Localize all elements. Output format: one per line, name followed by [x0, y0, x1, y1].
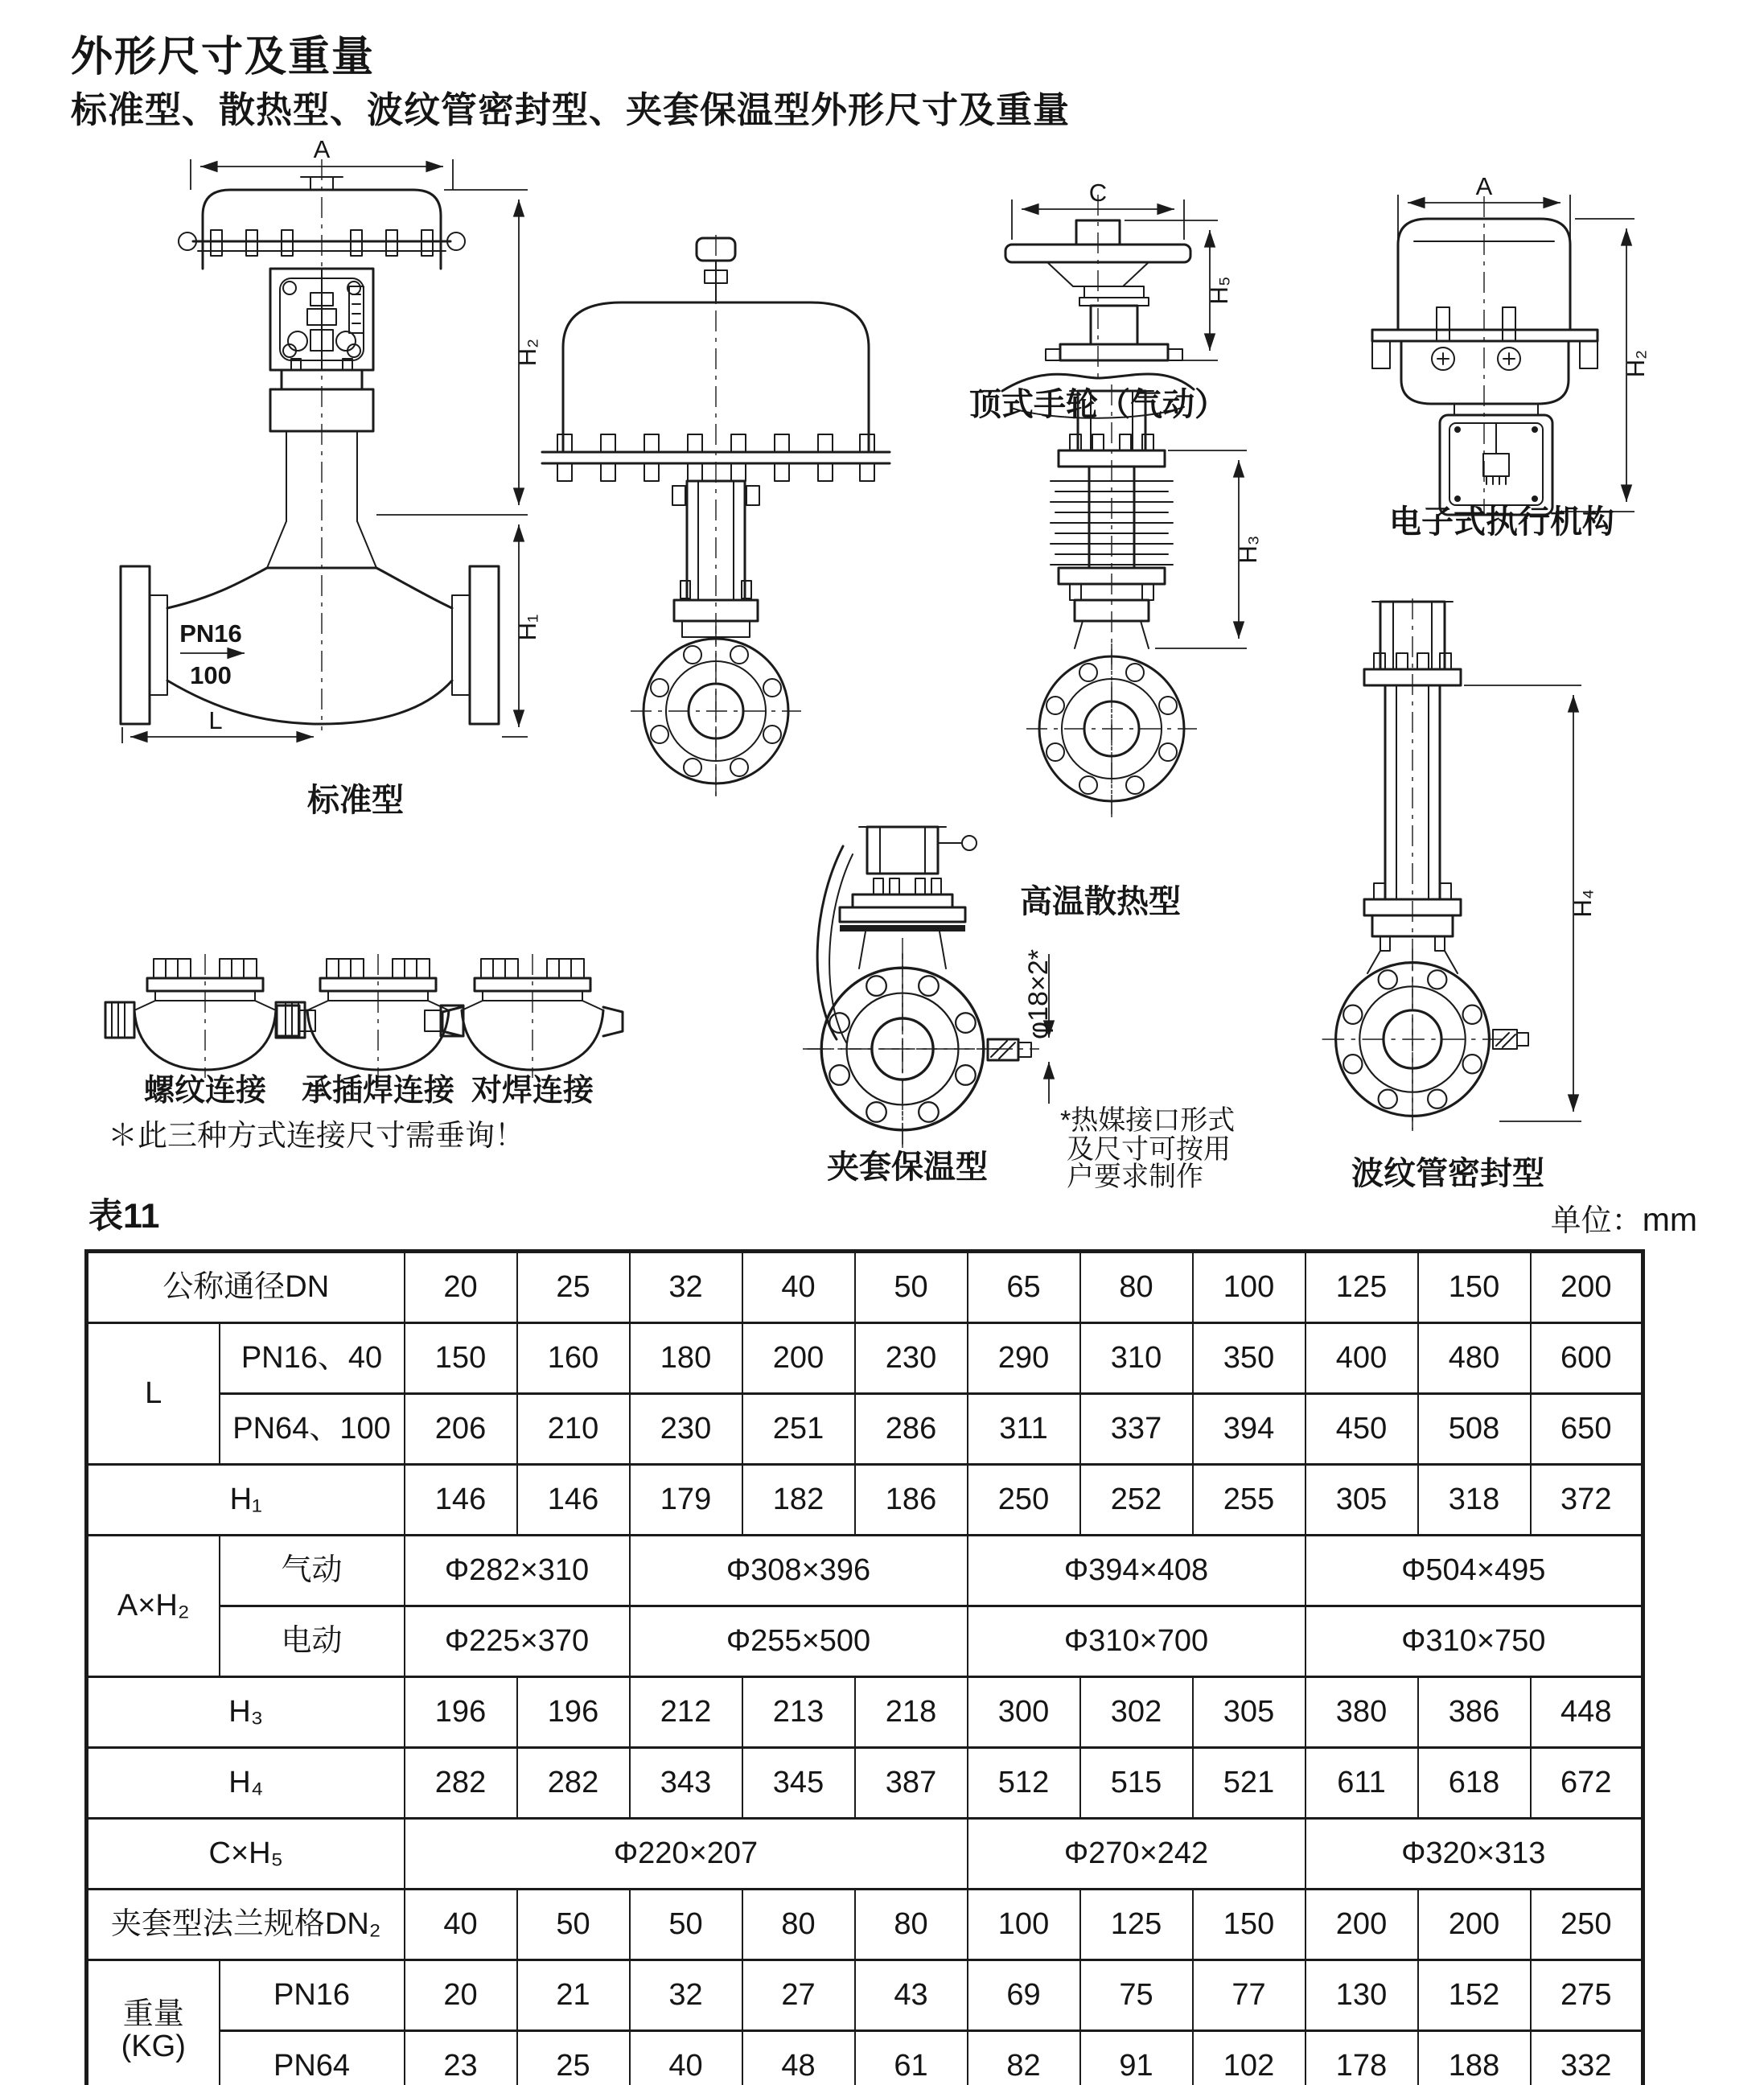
- weight-pn64-value: 25: [517, 2031, 630, 2085]
- h3-value: 218: [855, 1677, 968, 1748]
- threaded-connection-drawing: [105, 954, 305, 1078]
- top-handwheel-drawing: [1002, 179, 1233, 418]
- weight-pn16-value: 32: [630, 1960, 742, 2031]
- row-weight-pn64: [87, 2031, 1643, 2085]
- l-pn64-100-value: 650: [1531, 1394, 1643, 1465]
- dimension-table: [84, 1249, 1645, 2085]
- table-caption: 表11: [88, 1197, 160, 1236]
- weight-pn16-value: 275: [1531, 1960, 1643, 2031]
- dim-label-h5: H₅: [1205, 276, 1233, 305]
- jacket-note-line1: *热媒接口形式: [1060, 1105, 1236, 1136]
- h3-value: 212: [630, 1677, 742, 1748]
- dim-label-l: L: [208, 706, 223, 734]
- weight-pn16-value: 130: [1306, 1960, 1418, 2031]
- dim-label-h2-standard: H₂: [513, 338, 541, 367]
- dim-label-c: C: [1088, 179, 1108, 207]
- axh2-pneumatic-label: 气动: [220, 1536, 405, 1606]
- dim-label-h3: H₃: [1234, 535, 1262, 564]
- h4-value: 282: [517, 1748, 630, 1819]
- dn-value: 32: [630, 1252, 742, 1323]
- l-pn64-100-value: 450: [1306, 1394, 1418, 1465]
- row-axh2-pneumatic: [87, 1536, 1643, 1606]
- l-pn64-100-value: 251: [742, 1394, 855, 1465]
- jacket-note-line2: 及尺寸可按用: [1067, 1134, 1231, 1165]
- axh2-pneumatic-value: Φ282×310: [405, 1536, 630, 1606]
- caption-butt-weld: 对焊连接: [471, 1074, 594, 1108]
- l-pn16-40-value: 180: [630, 1323, 742, 1394]
- h4-value: 672: [1531, 1748, 1643, 1819]
- caption-electronic-actuator: 电子式执行机构: [1389, 504, 1614, 540]
- h1-value: 146: [405, 1465, 517, 1536]
- l-pn64-100-value: 508: [1418, 1394, 1531, 1465]
- row-h1: [87, 1465, 1643, 1536]
- jacketed-insulation-drawing: [803, 827, 1235, 1192]
- caption-threaded: 螺纹连接: [143, 1074, 267, 1108]
- page-subtitle: 标准型、散热型、波纹管密封型、夹套保温型外形尺寸及重量: [71, 89, 1071, 130]
- axh2-pneumatic-value: Φ394×408: [968, 1536, 1306, 1606]
- dim-label-a-actuator: A: [1475, 172, 1493, 200]
- valve-pn-marking: PN16: [179, 619, 242, 648]
- h3-label: H₃: [87, 1677, 405, 1748]
- weight-pn16-value: 43: [855, 1960, 968, 2031]
- caption-bellows: 波纹管密封型: [1351, 1156, 1544, 1191]
- h4-value: 618: [1418, 1748, 1531, 1819]
- h3-value: 196: [405, 1677, 517, 1748]
- h4-value: 515: [1080, 1748, 1193, 1819]
- standard-valve-front-view: [542, 235, 890, 798]
- dn2-value: 80: [855, 1890, 968, 1960]
- dn-value: 20: [405, 1252, 517, 1323]
- weight-pn16-value: 75: [1080, 1960, 1193, 2031]
- dn2-value: 150: [1193, 1890, 1306, 1960]
- weight-group-label: [87, 1960, 220, 2085]
- h1-label: H₁: [87, 1465, 405, 1536]
- dn-value: 100: [1193, 1252, 1306, 1323]
- l-pn16-40-value: 600: [1531, 1323, 1643, 1394]
- butt-weld-connection-drawing: [442, 954, 623, 1078]
- weight-pn64-value: 48: [742, 2031, 855, 2085]
- dn-value: 25: [517, 1252, 630, 1323]
- l-pn16-40-value: 160: [517, 1323, 630, 1394]
- h1-value: 252: [1080, 1465, 1193, 1536]
- l-pn16-40-value: 400: [1306, 1323, 1418, 1394]
- dn2-value: 200: [1306, 1890, 1418, 1960]
- h1-value: 372: [1531, 1465, 1643, 1536]
- l-pn16-40-value: 480: [1418, 1323, 1531, 1394]
- weight-pn16-label: PN16: [220, 1960, 405, 2031]
- row-dn2: [87, 1890, 1643, 1960]
- dn-value: 40: [742, 1252, 855, 1323]
- h3-value: 300: [968, 1677, 1080, 1748]
- dim-label-h2-actuator: H₂: [1622, 349, 1650, 378]
- valve-dn-marking: 100: [190, 661, 232, 689]
- h1-value: 182: [742, 1465, 855, 1536]
- weight-pn16-value: 20: [405, 1960, 517, 2031]
- weight-pn64-value: 61: [855, 2031, 968, 2085]
- dim-label-h4: H₄: [1569, 889, 1597, 918]
- axh2-group-label: A×H₂: [87, 1536, 220, 1677]
- l-pn16-40-value: 350: [1193, 1323, 1306, 1394]
- h4-value: 343: [630, 1748, 742, 1819]
- dn-value: 65: [968, 1252, 1080, 1323]
- dn2-value: 40: [405, 1890, 517, 1960]
- technical-drawings: [0, 105, 1764, 1247]
- electronic-actuator-drawing: [1372, 172, 1650, 515]
- h1-value: 255: [1193, 1465, 1306, 1536]
- h1-value: 318: [1418, 1465, 1531, 1536]
- h4-value: 387: [855, 1748, 968, 1819]
- row-h4: [87, 1748, 1643, 1819]
- l-pn16-40-value: 200: [742, 1323, 855, 1394]
- weight-pn16-value: 152: [1418, 1960, 1531, 2031]
- l-pn64-100-value: 286: [855, 1394, 968, 1465]
- dn-value: 150: [1418, 1252, 1531, 1323]
- l-pn64-100-value: 230: [630, 1394, 742, 1465]
- h4-value: 611: [1306, 1748, 1418, 1819]
- l-pn16-40-label: PN16、40: [220, 1323, 405, 1394]
- l-pn64-100-value: 210: [517, 1394, 630, 1465]
- caption-standard: 标准型: [307, 783, 404, 818]
- h1-value: 250: [968, 1465, 1080, 1536]
- l-pn16-40-value: 150: [405, 1323, 517, 1394]
- row-weight-pn16: [87, 1960, 1643, 2031]
- axh2-pneumatic-value: Φ504×495: [1306, 1536, 1643, 1606]
- three-connection-note: ＊此三种方式连接尺寸需垂询！: [108, 1119, 524, 1152]
- h1-value: 179: [630, 1465, 742, 1536]
- caption-heat-dissipation: 高温散热型: [1020, 884, 1181, 919]
- row-axh2-electric: [87, 1606, 1643, 1677]
- page-title: 外形尺寸及重量: [71, 34, 376, 80]
- h4-label: H₄: [87, 1748, 405, 1819]
- bellows-sealed-drawing: [1322, 598, 1597, 1131]
- dn2-value: 125: [1080, 1890, 1193, 1960]
- h3-value: 302: [1080, 1677, 1193, 1748]
- unit-note: [1472, 1195, 1697, 1240]
- l-pn64-100-value: 337: [1080, 1394, 1193, 1465]
- dn2-value: 80: [742, 1890, 855, 1960]
- unit-value: mm: [1642, 1201, 1697, 1238]
- l-pn16-40-value: 310: [1080, 1323, 1193, 1394]
- h3-value: 196: [517, 1677, 630, 1748]
- standard-valve-side-view: [121, 135, 541, 743]
- axh2-electric-value: Φ225×370: [405, 1606, 630, 1677]
- jacket-port-dim: φ18×2*: [1023, 949, 1054, 1039]
- h4-value: 512: [968, 1748, 1080, 1819]
- dn2-label: 夹套型法兰规格DN₂: [87, 1890, 405, 1960]
- weight-pn16-value: 21: [517, 1960, 630, 2031]
- l-pn64-100-label: PN64、100: [220, 1394, 405, 1465]
- l-pn64-100-value: 206: [405, 1394, 517, 1465]
- weight-pn64-value: 178: [1306, 2031, 1418, 2085]
- row-l-pn64-100: [87, 1394, 1643, 1465]
- weight-pn16-value: 77: [1193, 1960, 1306, 2031]
- caption-jacketed: 夹套保温型: [827, 1149, 988, 1185]
- dn2-value: 50: [630, 1890, 742, 1960]
- l-group-label: L: [87, 1323, 220, 1465]
- weight-pn64-value: 332: [1531, 2031, 1643, 2085]
- l-pn16-40-value: 290: [968, 1323, 1080, 1394]
- jacket-note-line3: 户要求制作: [1067, 1162, 1203, 1192]
- dim-label-h1-standard: H₁: [513, 614, 541, 641]
- dn2-value: 50: [517, 1890, 630, 1960]
- cxh5-value: Φ220×207: [405, 1819, 968, 1890]
- row-cxh5: [87, 1819, 1643, 1890]
- dn-value: 80: [1080, 1252, 1193, 1323]
- cxh5-value: Φ270×242: [968, 1819, 1306, 1890]
- l-pn64-100-value: 394: [1193, 1394, 1306, 1465]
- weight-pn16-value: 27: [742, 1960, 855, 2031]
- weight-pn16-value: 69: [968, 1960, 1080, 2031]
- axh2-pneumatic-value: Φ308×396: [630, 1536, 968, 1606]
- dim-label-a: A: [313, 135, 331, 163]
- h1-value: 186: [855, 1465, 968, 1536]
- h4-value: 282: [405, 1748, 517, 1819]
- row-l-pn16-40: [87, 1323, 1643, 1394]
- weight-group-line1: 重量: [122, 1997, 184, 2031]
- caption-socket-weld: 承插焊连接: [301, 1074, 455, 1108]
- row-dn: [87, 1252, 1643, 1323]
- weight-pn64-value: 23: [405, 2031, 517, 2085]
- axh2-electric-label: 电动: [220, 1606, 405, 1677]
- axh2-electric-value: Φ310×750: [1306, 1606, 1643, 1677]
- weight-pn64-value: 102: [1193, 2031, 1306, 2085]
- axh2-electric-value: Φ310×700: [968, 1606, 1306, 1677]
- heat-dissipation-drawing: [1026, 385, 1262, 817]
- h4-value: 345: [742, 1748, 855, 1819]
- l-pn64-100-value: 311: [968, 1394, 1080, 1465]
- dn-value: 200: [1531, 1252, 1643, 1323]
- row-h3: [87, 1677, 1643, 1748]
- unit-label: 单位：: [1550, 1204, 1643, 1238]
- h3-value: 448: [1531, 1677, 1643, 1748]
- weight-pn64-value: 188: [1418, 2031, 1531, 2085]
- dn2-value: 200: [1418, 1890, 1531, 1960]
- h3-value: 305: [1193, 1677, 1306, 1748]
- dn2-value: 100: [968, 1890, 1080, 1960]
- l-pn16-40-value: 230: [855, 1323, 968, 1394]
- cxh5-value: Φ320×313: [1306, 1819, 1643, 1890]
- dn-value: 50: [855, 1252, 968, 1323]
- h3-value: 386: [1418, 1677, 1531, 1748]
- weight-group-line2: (KG): [121, 2029, 186, 2063]
- axh2-electric-value: Φ255×500: [630, 1606, 968, 1677]
- dn-value: 125: [1306, 1252, 1418, 1323]
- weight-pn64-label: PN64: [220, 2031, 405, 2085]
- h4-value: 521: [1193, 1748, 1306, 1819]
- dn2-value: 250: [1531, 1890, 1643, 1960]
- caption-top-handwheel: 顶式手轮（气动）: [969, 387, 1227, 422]
- weight-pn64-value: 82: [968, 2031, 1080, 2085]
- dn-header-label: 公称通径DN: [87, 1252, 405, 1323]
- weight-pn64-value: 91: [1080, 2031, 1193, 2085]
- h3-value: 380: [1306, 1677, 1418, 1748]
- cxh5-label: C×H₅: [87, 1819, 405, 1890]
- weight-pn64-value: 40: [630, 2031, 742, 2085]
- h1-value: 146: [517, 1465, 630, 1536]
- h1-value: 305: [1306, 1465, 1418, 1536]
- h3-value: 213: [742, 1677, 855, 1748]
